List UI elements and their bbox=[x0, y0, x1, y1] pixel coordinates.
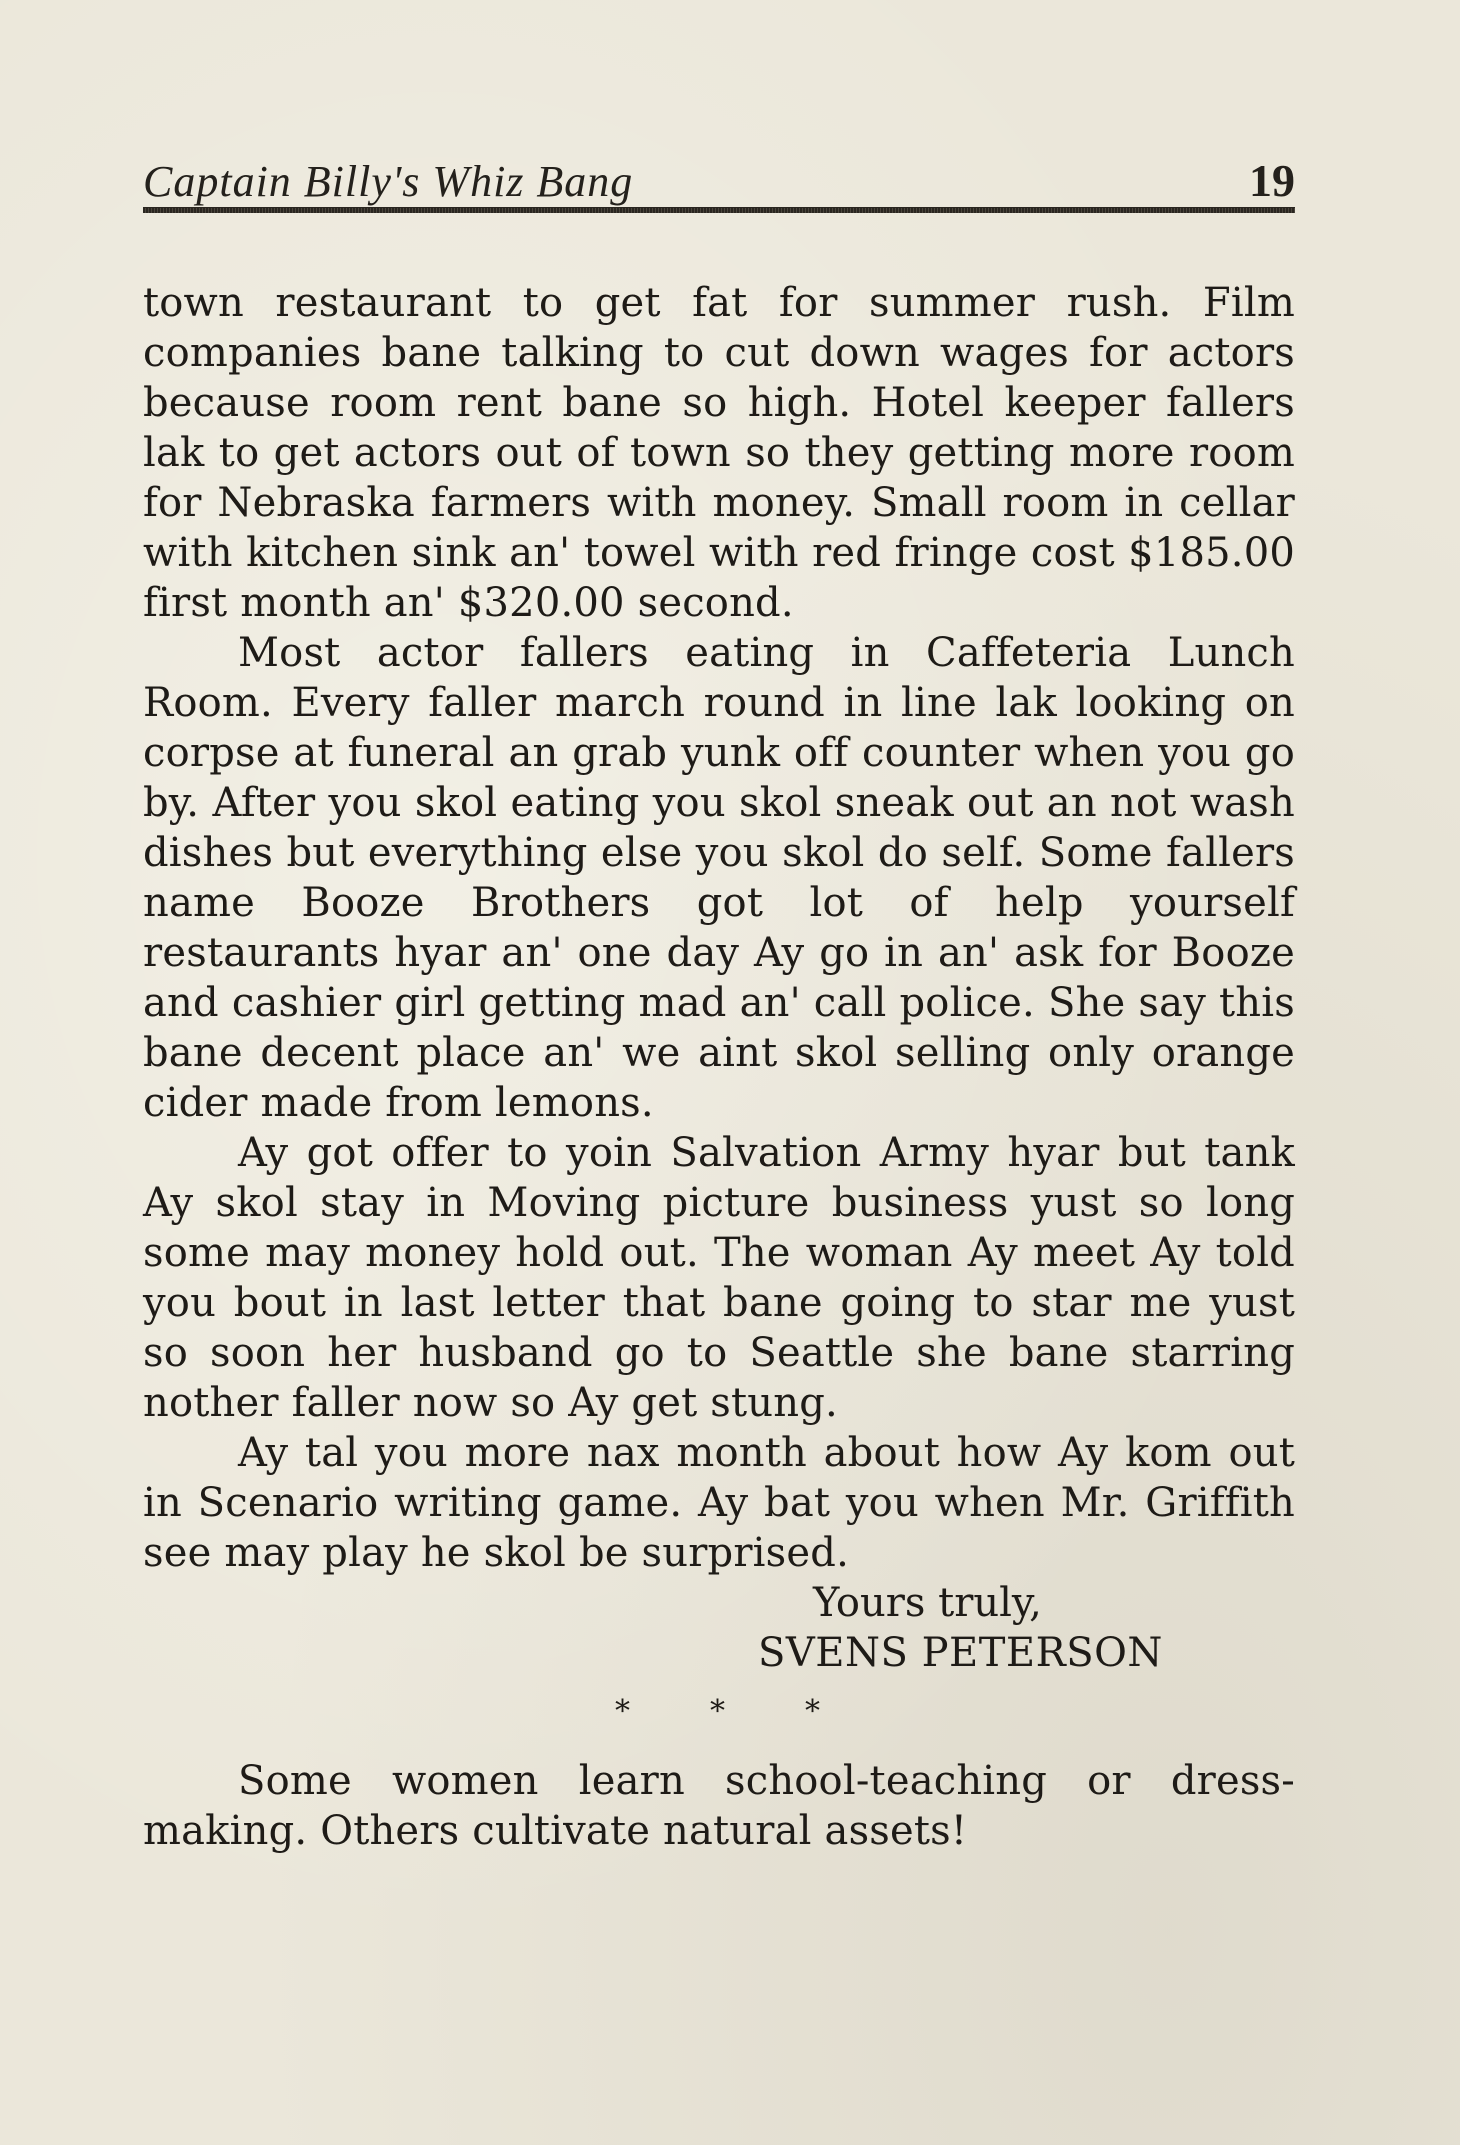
section-separator bbox=[143, 1692, 1295, 1732]
closing-salutation: Yours truly, bbox=[813, 1580, 1042, 1626]
running-header bbox=[143, 150, 1295, 212]
article-body bbox=[143, 278, 1295, 1856]
page-number: 19 bbox=[1249, 155, 1295, 206]
paragraph-cafeteria: Most actor fallers eating in Caffeteria Lunch Room. Every faller march round in line lak looking on corpse at funeral an grab yunk off counter when you go by. After you skol eating you skol sneak out an not wash dishes but everything else you skol do self. Some fallers name Booze Brothers got lot of help yourself restaurants hyar an' one day Ay go in an' ask for Booze and cashier girl getting mad an' call police. She say this bane decent place an' we aint skol selling only orange cider made from lemons. bbox=[143, 630, 1295, 1126]
paragraph-salvation-army: Ay got offer to yoin Salvation Army hyar but tank Ay skol stay in Moving picture business yust so long some may money hold out. The woman Ay meet Ay told you bout in last letter that bane going to star me yust so soon her husband go to Seattle she bane starring nother faller now so Ay get stung. bbox=[143, 1130, 1295, 1426]
magazine-title: Captain Billy's Whiz Bang bbox=[143, 157, 634, 206]
letter-closing bbox=[143, 1578, 1295, 1678]
separator-star: * bbox=[615, 1694, 630, 1729]
joke-paragraph: Some women learn school-teaching or dress-making. Others cultivate natural assets! bbox=[143, 1758, 1295, 1854]
header-rule bbox=[143, 207, 1295, 213]
separator-star: * bbox=[805, 1694, 820, 1729]
paragraph-scenario: Ay tal you more nax month about how Ay kom out in Scenario writing game. Ay bat you when Mr. Griffith see may play he skol be surprised. bbox=[143, 1430, 1295, 1576]
separator-star: * bbox=[710, 1694, 725, 1729]
closing-signature: SVENS PETERSON bbox=[758, 1630, 1163, 1676]
paragraph-continued: town restaurant to get fat for summer rush. Film companies bane talking to cut down wages for actors because room rent bane so high. Hotel keeper fallers lak to get actors out of town so they getting more room for Nebraska farmers with money. Small room in cellar with kitchen sink an' towel with red fringe cost $185.00 first month an' $320.00 second. bbox=[143, 280, 1295, 626]
